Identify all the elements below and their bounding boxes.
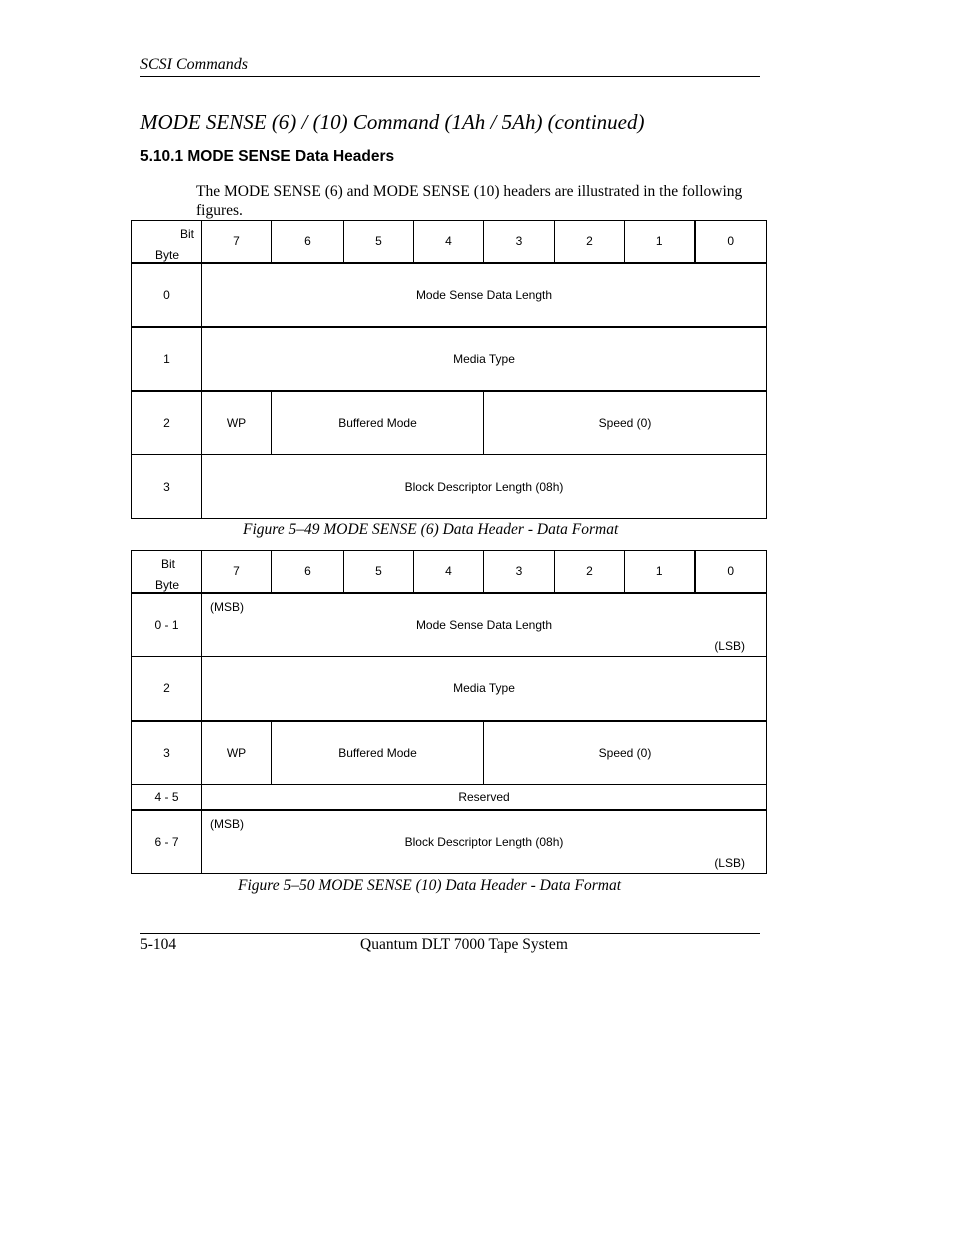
product-name: Quantum DLT 7000 Tape System [360, 936, 568, 953]
table-row [132, 810, 767, 874]
bit-4-header: 4 [414, 221, 484, 263]
table-row [132, 785, 767, 810]
msb-marker: (MSB) [210, 816, 244, 831]
field-speed: Speed (0) [484, 391, 767, 455]
byte-number: 4 - 5 [132, 785, 202, 810]
field-block-descriptor-length-cell [202, 810, 767, 874]
byte-number: 3 [132, 455, 202, 519]
running-head: SCSI Commands [140, 56, 249, 73]
bit-5-header: 5 [344, 221, 414, 263]
table-row [132, 593, 767, 657]
field-wp: WP [202, 391, 272, 455]
field-media-type: Media Type [202, 327, 767, 391]
byte-number: 3 [132, 721, 202, 785]
byte-number: 6 - 7 [132, 810, 202, 874]
byte-number: 0 - 1 [132, 593, 202, 657]
figure-5-50-caption: Figure 5–50 MODE SENSE (10) Data Header - Data Format [238, 877, 621, 894]
table-row [132, 391, 767, 455]
field-block-descriptor-length: Block Descriptor Length (08h) [404, 834, 564, 849]
footer-rule [140, 933, 760, 934]
bit-label: Bit [161, 557, 176, 571]
figure-5-49-caption: Figure 5–49 MODE SENSE (6) Data Header - Data Format [243, 521, 619, 538]
header-rule [140, 76, 760, 77]
field-reserved: Reserved [202, 785, 767, 810]
byte-number: 2 [132, 657, 202, 721]
field-mode-sense-data-length: Mode Sense Data Length [202, 263, 767, 327]
table-row [132, 327, 767, 391]
field-mode-sense-data-length: Mode Sense Data Length [415, 617, 553, 632]
lsb-marker: (LSB) [714, 856, 745, 870]
field-buffered-mode: Buffered Mode [272, 721, 484, 785]
mode-sense-10-table [131, 550, 767, 874]
table-row [132, 721, 767, 785]
bit-2-header: 2 [555, 221, 625, 263]
byte-label: Byte [155, 578, 180, 592]
table-row [132, 657, 767, 721]
byte-label: Byte [155, 248, 180, 262]
field-wp: WP [202, 721, 272, 785]
bit-byte-corner-cell [132, 551, 202, 593]
bit-7-header: 7 [202, 551, 272, 593]
bit-6-header: 6 [272, 551, 344, 593]
bit-byte-corner-cell [132, 221, 202, 263]
table-row [132, 455, 767, 519]
mode-sense-6-table [131, 220, 767, 519]
byte-number: 0 [132, 263, 202, 327]
field-mode-sense-data-length-cell [202, 593, 767, 657]
bit-1-header: 1 [625, 221, 695, 263]
bit-0-header: 0 [695, 221, 767, 263]
bit-label: Bit [179, 227, 194, 241]
byte-number: 2 [132, 391, 202, 455]
page-title: MODE SENSE (6) / (10) Command (1Ah / 5Ah) (continued) [140, 110, 645, 134]
field-buffered-mode: Buffered Mode [272, 391, 484, 455]
byte-number: 1 [132, 327, 202, 391]
bit-header-row [132, 551, 767, 593]
section-heading: 5.10.1 MODE SENSE Data Headers [140, 148, 395, 165]
page-number: 5-104 [140, 936, 177, 953]
field-block-descriptor-length: Block Descriptor Length (08h) [202, 455, 767, 519]
bit-7-header: 7 [202, 221, 272, 263]
bit-header-row [132, 221, 767, 263]
bit-1-header: 1 [625, 551, 695, 593]
bit-4-header: 4 [414, 551, 484, 593]
bit-5-header: 5 [344, 551, 414, 593]
field-speed: Speed (0) [484, 721, 767, 785]
msb-marker: (MSB) [210, 599, 244, 614]
intro-paragraph: The MODE SENSE (6) and MODE SENSE (10) headers are illustrated in the following figures. [196, 183, 743, 219]
field-media-type: Media Type [202, 657, 767, 721]
bit-3-header: 3 [484, 551, 555, 593]
lsb-marker: (LSB) [714, 639, 745, 653]
bit-3-header: 3 [484, 221, 555, 263]
table-row [132, 263, 767, 327]
bit-2-header: 2 [555, 551, 625, 593]
bit-6-header: 6 [272, 221, 344, 263]
bit-0-header: 0 [695, 551, 767, 593]
